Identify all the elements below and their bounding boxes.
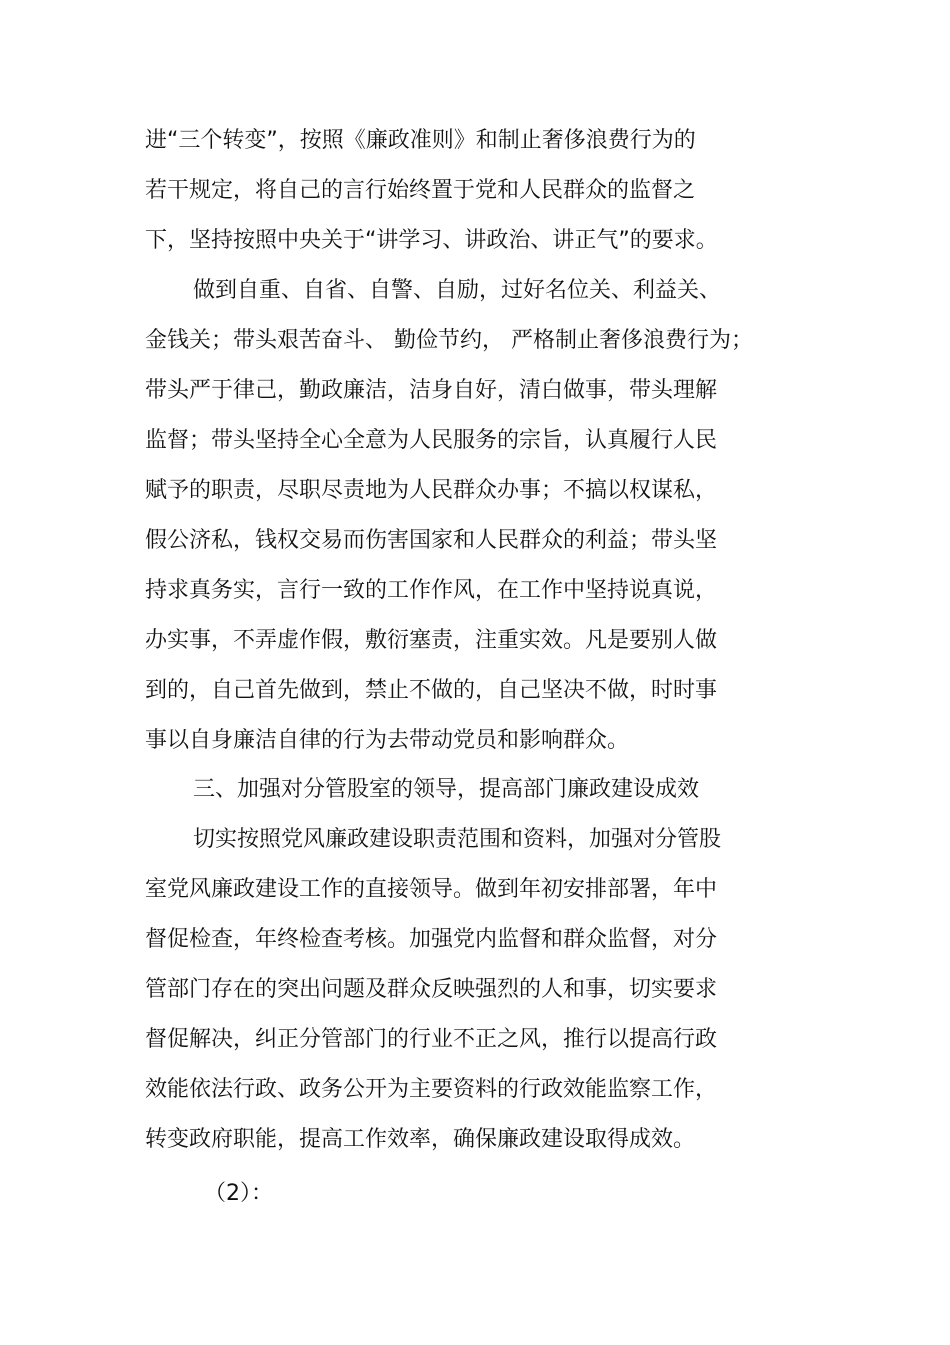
text-line-4: 做到自重、自省、自警、自励，过好名位关、利益关、 bbox=[193, 278, 722, 303]
text-line-5: 金钱关；带头艰苦奋斗、 勤俭节约， 严格制止奢侈浪费行为； bbox=[145, 328, 753, 353]
text-line-11: 办实事，不弄虚作假，敷衍塞责，注重实效。凡是要别人做 bbox=[145, 628, 718, 653]
text-line-8: 赋予的职责，尽职尽责地为人民群众办事；不搞以权谋私， bbox=[145, 478, 718, 503]
text-line-20: 效能依法行政、政务公开为主要资料的行政效能监察工作， bbox=[145, 1077, 718, 1102]
text-line-19: 督促解决，纠正分管部门的行业不正之风，推行以提高行政 bbox=[145, 1027, 718, 1052]
text-line-6: 带头严于律己，勤政廉洁，洁身自好，清白做事，带头理解 bbox=[145, 378, 718, 403]
subsection-marker: （2）： bbox=[204, 1181, 273, 1206]
text-line-7: 监督；带头坚持全心全意为人民服务的宗旨，认真履行人民 bbox=[145, 428, 718, 453]
text-line-13: 事以自身廉洁自律的行为去带动党员和影响群众。 bbox=[145, 728, 630, 753]
text-line-10: 持求真务实，言行一致的工作作风，在工作中坚持说真说， bbox=[145, 578, 718, 603]
text-line-16: 室党风廉政建设工作的直接领导。做到年初安排部署，年中 bbox=[145, 877, 718, 902]
section-heading: 三、加强对分管股室的领导，提高部门廉政建设成效 bbox=[193, 777, 700, 802]
text-line-18: 管部门存在的突出问题及群众反映强烈的人和事，切实要求 bbox=[145, 977, 718, 1002]
text-line-15: 切实按照党风廉政建设职责范围和资料，加强对分管股 bbox=[193, 827, 722, 852]
text-line-1: 进“三个转变”，按照《廉政准则》和制止奢侈浪费行为的 bbox=[145, 128, 696, 153]
text-line-9: 假公济私，钱权交易而伤害国家和人民群众的利益；带头坚 bbox=[145, 528, 718, 553]
text-line-3: 下，坚持按照中央关于“讲学习、讲政治、讲正气”的要求。 bbox=[145, 228, 718, 253]
text-line-2: 若干规定，将自己的言行始终置于党和人民群众的监督之 bbox=[145, 178, 696, 203]
text-line-12: 到的，自己首先做到，禁止不做的，自己坚决不做，时时事 bbox=[145, 678, 718, 703]
text-line-17: 督促检查，年终检查考核。加强党内监督和群众监督，对分 bbox=[145, 927, 718, 952]
text-line-21: 转变政府职能，提高工作效率，确保廉政建设取得成效。 bbox=[145, 1127, 696, 1152]
